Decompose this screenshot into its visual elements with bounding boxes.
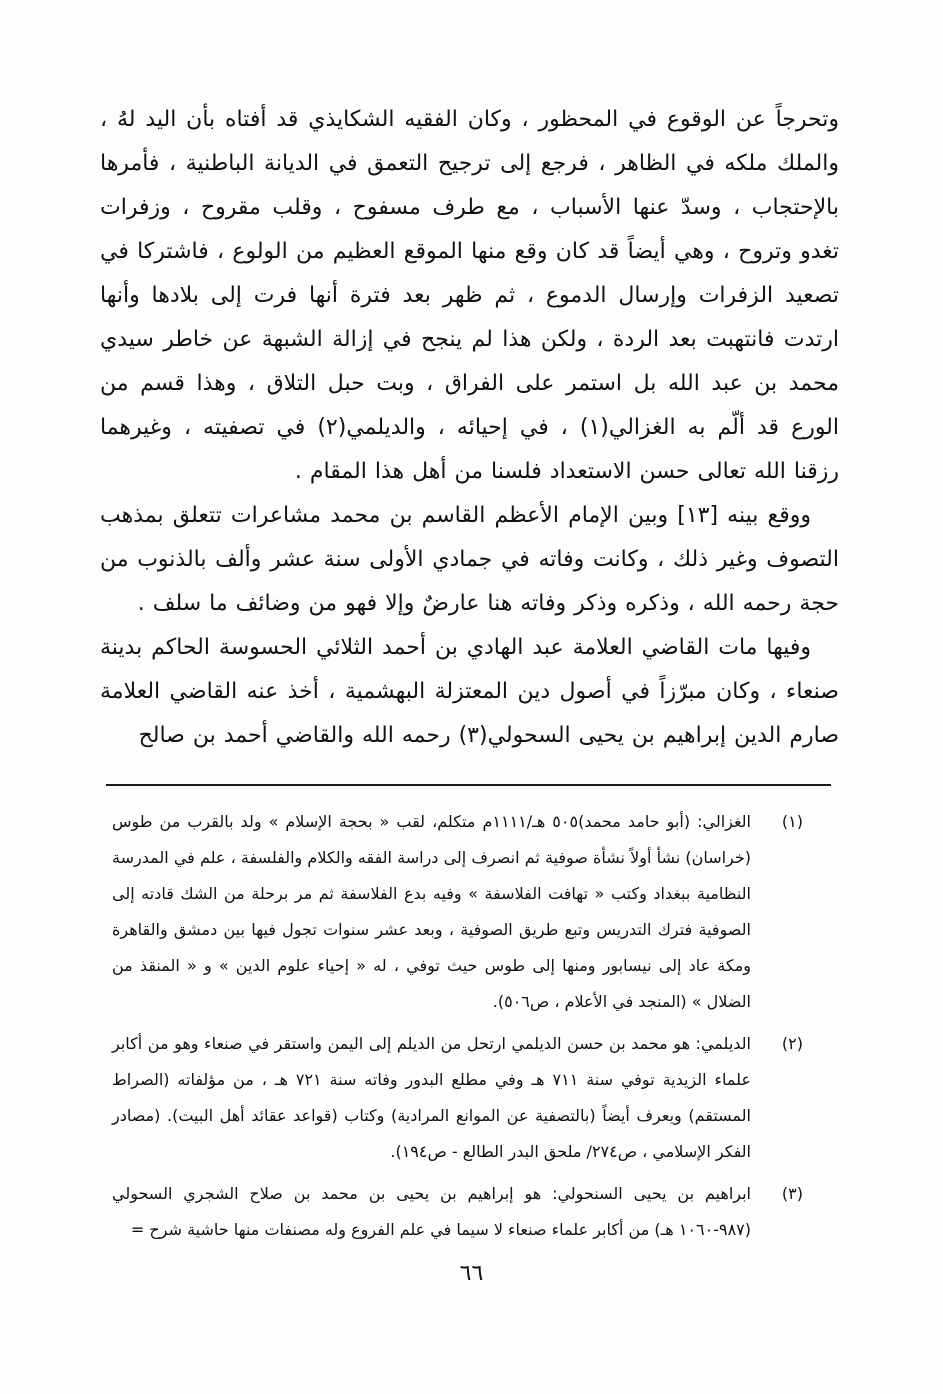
- footnote: [108, 1026, 803, 1170]
- paragraph-3: وفيها مات القاضي العلامة عبد الهادي بن أحمد الثلائي الحسوسة الحاكم بدينة صنعاء ، وكان مبرّزاً في أصول دين المعتزلة البهشمية ، أخذ عنه القاضي العلامة صارم الدين إبراهيم بن يحيى السحولي(٣) رحمه الله والقاضي أحمد بن صالح: [100, 635, 839, 748]
- paragraph-1: وتحرجاً عن الوقوع في المحظور ، وكان الفقيه الشكايذي قد أفتاه بأن اليد لهُ ، والملك ملكه في الظاهر ، فرجع إلى ترجيح التعمق في الديانة الباطنية ، فأمرها بالإحتجاب ، وسدّ عنها الأسباب ، مع طرف مسفوح ، وقلب مقروح ، وزفرات تغدو وتروح ، وهي أيضاً قد كان وقع منها الموقع العظيم من الولوع ، فاشتركا في تصعيد الزفرات وإرسال الدموع ، ثم ظهر بعد فترة أنها فرت إلى بلادها وأنها ارتدت فانتهبت بعد الردة ، ولكن هذا لم ينجح في إزالة الشبهة عن خاطر سيدي محمد بن عبد الله بل استمر على الفراق ، وبت حبل التلاق ، وهذا قسم من الورع قد ألّم به الغزالي(١) ، في إحيائه ، والديلمي(٢) في تصفيته ، وغيرهما رزقنا الله تعالى حسن الاستعداد فلسنا من أهل هذا المقام .: [100, 107, 839, 484]
- paragraph-2: ووقع بينه [١٣] وبين الإمام الأعظم القاسم بن محمد مشاعرات تتعلق بمذهب التصوف وغير ذلك ، وكانت وفاته في جمادي الأولى سنة عشر وألف بالذنوب من حجة رحمه الله ، وذكره وذكر وفاته هنا عارضٌ وإلا فهو من وضائف ما سلف .: [100, 503, 839, 616]
- footnote-text: الغزالي: (أبو حامد محمد)٥٠٥ هـ/١١١١م متكلم، لقب « بحجة الإسلام » ولد بالقرب من طوس (خراسان) نشأ أولاً نشأة صوفية ثم انصرف إلى دراسة الفقه والكلام والفلسفة ، علم في المدرسة النظامية ببغداد وكتب « تهافت الفلاسفة » وفيه بدع الفلاسفة ثم مر برحلة من الشك قادته إلى الصوفية فترك التدريس وتبع طريق الصوفية ، وبعد عشر سنوات تجول فيها بين دمشق والقاهرة ومكة عاد إلى نيسابور ومنها إلى طوس حيث توفي ، له « إحياء علوم الدين » و « المنقذ من الضلال » (المنجد في الأعلام ، ص٥٠٦).: [112, 812, 752, 1011]
- footnote-number: (٢): [781, 1034, 803, 1053]
- footnote-number: (٣): [781, 1184, 803, 1203]
- footnote-number: (١): [781, 812, 803, 831]
- footnote: [108, 804, 803, 1020]
- footnote-text: ابراهيم بن يحيى السنحولي: هو إبراهيم بن يحيى بن محمد بن صلاح الشجري السحولي (٩٨٧-١٠٦٠ هـ) من أكابر علماء صنعاء لا سيما في علم الفروع وله مصنفات منها حاشية شرح =: [112, 1184, 751, 1239]
- footnote-text: الديلمي: هو محمد بن حسن الديلمي ارتحل من الديلم إلى اليمن واستقر في صنعاء وهو من أكابر علماء الزيدية توفي سنة ٧١١ هـ وفي مطلع البدور وفاته سنة ٧٢١ هـ ، من مؤلفاته (الصراط المستقم) ويعرف أيضاً (بالتصفية عن الموانع المرادية) وكتاب (قواعد عقائد أهل البيت). (مصادر الفكر الإسلامي ، ص٢٧٤/ ملحق البدر الطالع - ص١٩٤).: [112, 1034, 752, 1161]
- footnotes: [108, 804, 839, 1248]
- page-number: ٦٦: [459, 1261, 484, 1286]
- footnote-separator: [106, 784, 831, 786]
- footnote: [108, 1176, 803, 1248]
- text-block: [100, 98, 839, 1254]
- body-text: [100, 98, 839, 758]
